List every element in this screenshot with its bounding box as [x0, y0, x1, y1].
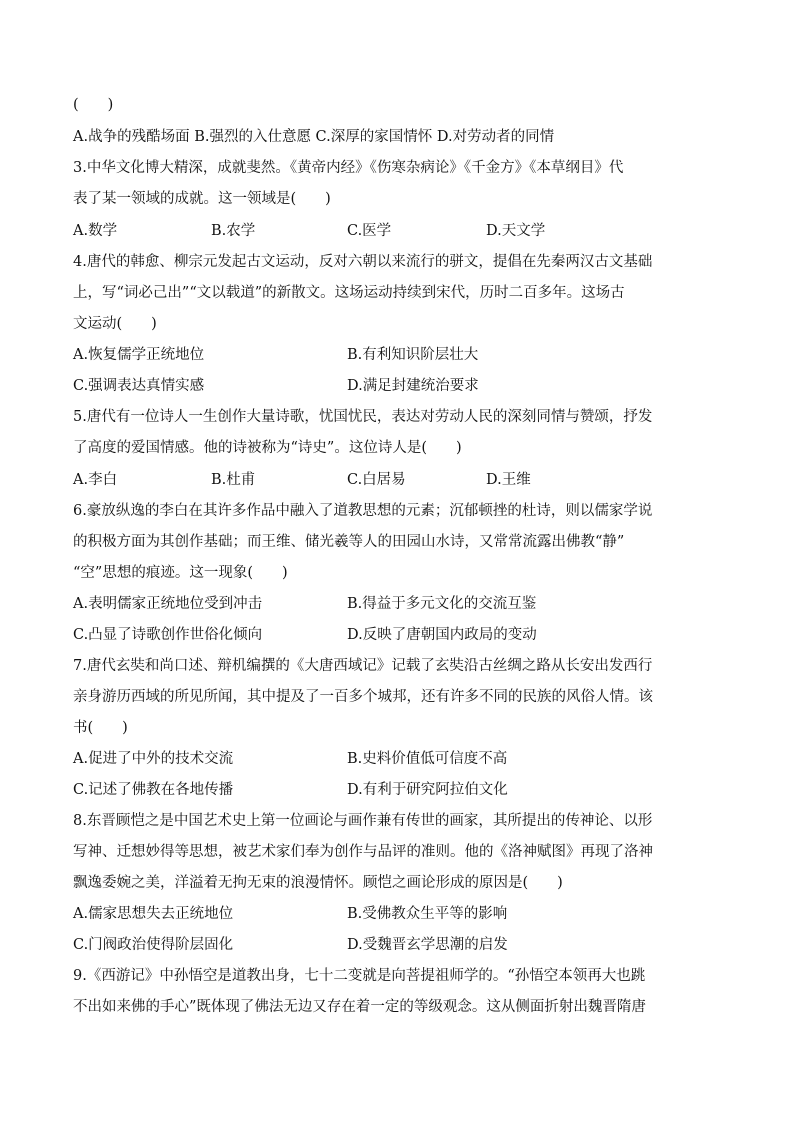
q6-option-d: D.反映了唐朝国内政局的变动	[347, 627, 537, 643]
q6-stem-line-1: 6.豪放纵逸的李白在其许多作品中融入了道教思想的元素；沉郁顿挫的杜诗，则以儒家学说	[73, 503, 653, 519]
q4-option-a: A.恢复儒学正统地位	[73, 347, 205, 363]
q7-option-b: B.史料价值低可信度不高	[347, 751, 508, 767]
q6-option-a: A.表明儒家正统地位受到冲击	[73, 596, 263, 612]
q4-option-b: B.有利知识阶层壮大	[347, 347, 479, 363]
q7-option-d: D.有利于研究阿拉伯文化	[347, 782, 508, 798]
q8-stem-line-3: 飘逸委婉之美，洋溢着无拘无束的浪漫情怀。顾恺之画论形成的原因是( )	[73, 875, 563, 891]
q4-stem-line-2: 上，写“词必己出”“文以载道”的新散文。这场运动持续到宋代，历时二百多年。这场古	[73, 285, 625, 301]
q3-stem-line-2: 表了某一领域的成就。这一领域是( )	[73, 191, 331, 207]
q8-stem-line-1: 8.东晋顾恺之是中国艺术史上第一位画论与画作兼有传世的画家，其所提出的传神论、以形	[73, 813, 653, 829]
q8-option-c: C.门阀政治使得阶层固化	[73, 937, 234, 953]
q9-stem-line-1: 9.《西游记》中孙悟空是道教出身，七十二变就是向菩提祖师学的。“孙悟空本领再大也跳	[73, 968, 646, 984]
q7-option-a: A.促进了中外的技术交流	[73, 751, 234, 767]
q5-option-d: D.王维	[486, 472, 531, 488]
q2-answer-paren: ( )	[73, 97, 114, 113]
q3-option-a: A.数学	[73, 223, 118, 239]
q7-option-c: C.记述了佛教在各地传播	[73, 782, 234, 798]
q5-option-b: B.杜甫	[211, 472, 256, 488]
q4-option-d: D.满足封建统治要求	[347, 378, 479, 394]
q4-stem-line-1: 4.唐代的韩愈、柳宗元发起古文运动，反对六朝以来流行的骈文，提倡在先秦两汉古文基础	[73, 254, 653, 270]
q3-stem-line-1: 3.中华文化博大精深，成就斐然。《黄帝内经》《伤寒杂病论》《千金方》《本草纲目》代	[73, 160, 624, 176]
q3-option-c: C.医学	[347, 223, 392, 239]
q8-option-d: D.受魏晋玄学思潮的启发	[347, 937, 508, 953]
q4-stem-line-3: 文运动( )	[73, 316, 157, 332]
q6-option-b: B.得益于多元文化的交流互鉴	[347, 596, 537, 612]
q5-option-c: C.白居易	[347, 472, 406, 488]
q7-stem-line-1: 7.唐代玄奘和尚口述、辩机编撰的《大唐西域记》记载了玄奘沿古丝绸之路从长安出发西行	[73, 658, 653, 674]
q3-option-d: D.天文学	[486, 223, 546, 239]
q3-option-b: B.农学	[211, 223, 256, 239]
q6-stem-line-3: “空”思想的痕迹。这一现象( )	[73, 565, 288, 581]
q7-stem-line-2: 亲身游历西域的所见所闻，其中提及了一百多个城邦，还有许多不同的民族的风俗人情。该	[73, 689, 653, 705]
q8-stem-line-2: 写神、迁想妙得等思想，被艺术家们奉为创作与品评的准则。他的《洛神赋图》再现了洛神	[73, 844, 653, 860]
q5-stem-line-2: 了高度的爱国情感。他的诗被称为“诗史”。这位诗人是( )	[73, 440, 462, 456]
q6-option-c: C.凸显了诗歌创作世俗化倾向	[73, 627, 263, 643]
q5-option-a: A.李白	[73, 472, 118, 488]
q4-option-c: C.强调表达真情实感	[73, 378, 205, 394]
q5-stem-line-1: 5.唐代有一位诗人一生创作大量诗歌，忧国忧民，表达对劳动人民的深刻同情与赞颂，抒发	[73, 409, 653, 425]
q9-stem-line-2: 不出如来佛的手心”既体现了佛法无边又存在着一定的等级观念。这从侧面折射出魏晋隋唐	[73, 999, 646, 1015]
q7-stem-line-3: 书( )	[73, 720, 128, 736]
q6-stem-line-2: 的积极方面为其创作基础；而王维、储光羲等人的田园山水诗，又常常流露出佛教“静”	[73, 534, 625, 550]
q2-options: A.战争的残酷场面 B.强烈的入仕意愿 C.深厚的家国情怀 D.对劳动者的同情	[73, 129, 555, 145]
q8-option-a: A.儒家思想失去正统地位	[73, 906, 234, 922]
q8-option-b: B.受佛教众生平等的影响	[347, 906, 508, 922]
